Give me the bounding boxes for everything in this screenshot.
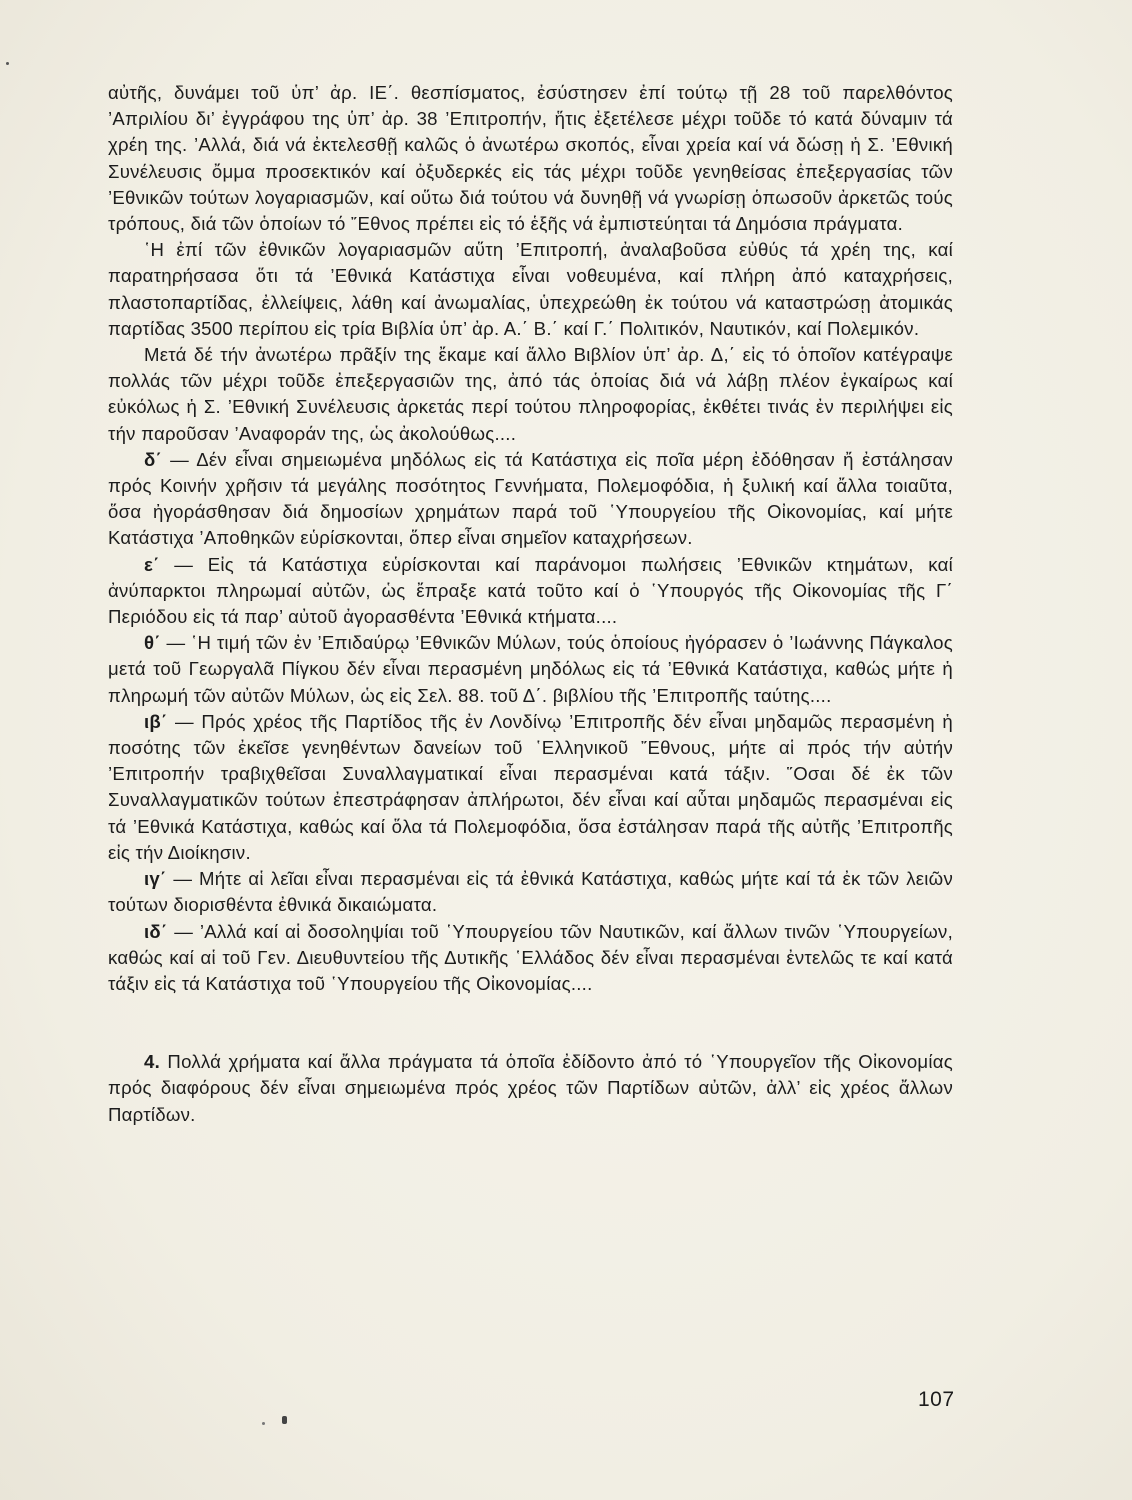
list-item [108,919,953,998]
item-marker: ιβ΄ [144,710,168,732]
item-text: — ῾Η τιμή τῶν ἐν ’Επιδαύρῳ ’Εθνικῶν Μύλων, τούς ὁποίους ἠγόρασεν ὁ ’Ιωάννης Πάγκαλος μετά τοῦ Γεωργαλᾶ Πίγκου δέν εἶναι περασμένη μηδόλως εἰς τά ’Εθνικά Κατάστιχα, καθώς μήτε ἡ πληρωμή τῶν αὐτῶν Μύλων, ὡς εἰς Σελ. 88. τοῦ Δ΄. βιβλίου τῆς ’Επιτροπῆς ταύτης.... [108,632,953,706]
list-item [108,447,953,552]
section-4-paragraph [108,1049,953,1128]
item-marker: δ΄ [144,448,162,470]
item-marker: ιγ΄ [144,868,167,890]
section-4-text: Πολλά χρήματα καί ἄλλα πράγματα τά ὁποῖα ἐδίδοντο ἀπό τό ῾Υπουργεῖον τῆς Οἰκονομίας πρός διαφόρους δέν εἶναι σημειωμένα πρός χρέος τῶν Παρτίδων αὐτῶν, ἀλλ’ εἰς χρέος ἄλλων Παρτίδων. [108,1051,953,1125]
item-text: — Δέν εἶναι σημειωμένα μηδόλως εἰς τά Κατάστιχα εἰς ποῖα μέρη ἐδόθησαν ἤ ἐστάλησαν πρός Κοινήν χρῆσιν τά μεγάλης ποσότητος Γεννήματα, Πολεμοφόδια, ἡ ξυλική καί ἄλλα τοιαῦτα, ὅσα ἠγοράσθησαν διά δημοσίων χρημάτων παρά τοῦ ῾Υπουργείου τῆς Οἰκονομίας, καί μήτε Κατάστιχα ’Αποθηκῶν εὑρίσκονται, ὅπερ εἶναι σημεῖον καταχρήσεων. [108,448,953,549]
item-text: — Εἰς τά Κατάστιχα εὑρίσκονται καί παράνομοι πωλήσεις ’Εθνικῶν κτημάτων, καί ἀνύπαρκτοι πληρωμαί αὐτῶν, ὡς ἔπραξε κατά τοῦτο καί ὁ ῾Υπουργός τῆς Οἰκονομίας τῆς Γ΄ Περιόδου εἰς τά παρ’ αὐτοῦ ἀγορασθέντα ’Εθνικά κτήματα.... [108,553,953,628]
paper-speck [262,1422,265,1425]
list-item [108,709,953,866]
body-text [108,80,953,1128]
paper-speck [6,62,9,65]
paragraph-committee: ῾Η ἐπί τῶν ἐθνικῶν λογαριασμῶν αὕτη ’Επιτροπή, ἀναλαβοῦσα εὐθύς τά χρέη της, καί παρατηρήσασα ὅτι τά ’Εθνικά Κατάστιχα εἶναι νοθευμένα, καί πλήρη ἀπό καταχρήσεις, πλαστοπαρτίδας, ἐλλείψεις, λάθη καί ἀνωμαλίας, ὑπεχρεώθη ἐκ τούτου νά καταστρώσῃ ἀτομικάς παρτίδας 3500 περίπου εἰς τρία Βιβλία ὑπ’ ἀρ. Α.΄ Β.΄ καί Γ.΄ Πολιτικόν, Ναυτικόν, καί Πολεμικόν. [108,239,953,339]
list-item [108,552,953,631]
section-number: 4. [144,1051,161,1073]
list-item [108,866,953,918]
paragraph-continuation: αὐτῆς, δυνάμει τοῦ ὑπ’ ἀρ. ΙΕ΄. θεσπίσματος, ἐσύστησεν ἐπί τούτῳ τῇ 28 τοῦ παρελθόντος ’Απριλίου δι’ ἐγγράφου της ὑπ’ ἀρ. 38 ’Επιτροπήν, ἥτις ἐξετέλεσε μέχρι τοῦδε τό κατά δύναμιν τά χρέη της. ’Αλλά, διά νά ἐκτελεσθῇ καλῶς ὁ ἀνωτέρω σκοπός, εἶναι χρεία καί νά δώσῃ ἡ Σ. ’Εθνική Συνέλευσις ὄμμα προσεκτικόν καί ὀξυδερκές εἰς τάς μέχρι τοῦδε γενηθείσας ἐπεξεργασίας τῶν ’Εθνικῶν τούτων λογαριασμῶν, καί οὕτω διά τούτου νά δυνηθῇ νά γνωρίσῃ ὁπωσοῦν ἀρκετῶς τούς τρόπους, διά τῶν ὁποίων τό ῎Εθνος πρέπει εἰς τό ἑξῆς νά ἐμπιστεύηται τά Δημόσια πράγματα. [108,82,953,235]
item-marker: θ΄ [144,632,161,654]
item-marker: ε΄ [144,553,160,575]
item-text: — Πρός χρέος τῆς Παρτίδος τῆς ἐν Λονδίνῳ ’Επιτροπῆς δέν εἶναι μηδαμῶς περασμένη ἡ ποσότης τῶν ἐκεῖσε γενηθέντων δανείων τοῦ ῾Ελληνικοῦ ῎Εθνους, μήτε αἱ πρός τήν αὐτήν ’Επιτροπήν τραβιχθεῖσαι Συναλλαγματικαί εἶναι περασμέναι κατά τάξιν. ῞Οσαι δέ ἐκ τῶν Συναλλαγματικῶν τούτων ἐπεστράφησαν ἀπλήρωτοι, δέν εἶναι καί αὗται μηδαμῶς περασμέναι εἰς τά ’Εθνικά Κατάστιχα, καθώς καί ὅλα τά Πολεμοφόδια, ὅσα ἐστάλησαν παρά τῆς αὐτῆς ’Επιτροπῆς εἰς τήν Διοίκησιν. [108,710,953,863]
item-text: — ’Αλλά καί αἱ δοσοληψίαι τοῦ ῾Υπουργείου τῶν Ναυτικῶν, καί ἄλλων τινῶν ῾Υπουργείων, καθώς καί αἱ τοῦ Γεν. Διευθυντείου τῆς Δυτικῆς ῾Ελλάδος δέν εἶναι περασμέναι ἐντελῶς τε καί κατά τάξιν εἰς τά Κατάστιχα τοῦ ῾Υπουργείου τῆς Οἰκονομίας.... [108,920,953,994]
paragraph-book-delta: Μετά δέ τήν ἀνωτέρω πρᾶξίν της ἔκαμε καί ἄλλο Βιβλίον ὑπ’ ἀρ. Δ,΄ εἰς τό ὁποῖον κατέγραψε πολλάς τῶν μέχρι τοῦδε ἐπεξεργασιῶν της, ἀπό τάς ὁποίας διά νά λάβῃ πλέον ἐγκαίρως καί εὐκόλως ἡ Σ. ’Εθνική Συνέλευσις ἀρκετάς περί τούτου πληροφορίας, ἐκθέτει τινάς ἐν περιλήψει εἰς τήν παροῦσαν ’Αναφοράν της, ὡς ἀκολούθως.... [108,344,953,444]
page-number: 107 [918,1388,955,1411]
item-text: — Μήτε αἱ λεῖαι εἶναι περασμέναι εἰς τά ἐθνικά Κατάστιχα, καθώς μήτε καί τά ἐκ τῶν λειῶν τούτων διορισθέντα ἐθνικά δικαιώματα. [108,868,953,916]
list-item [108,630,953,709]
section-gap [108,997,953,1049]
paper-speck [282,1416,287,1424]
item-marker: ιδ΄ [144,920,168,942]
